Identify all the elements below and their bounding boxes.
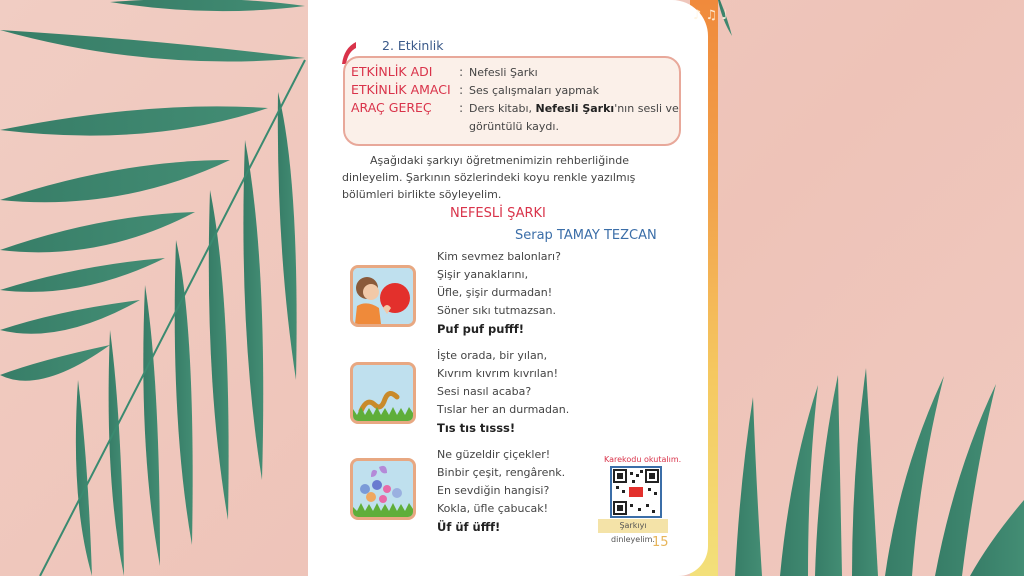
verse-1 <box>437 248 561 338</box>
info-key: ARAÇ GEREÇ <box>351 100 432 115</box>
info-key: ETKİNLİK AMACI <box>351 82 451 97</box>
verse-line: Üfle, şişir durmadan! <box>437 286 553 299</box>
verse-3 <box>437 446 565 536</box>
verse-chorus: Puf puf pufff! <box>437 322 525 336</box>
intro-text: Aşağıdaki şarkıyı öğretmenimizin rehberliğinde dinleyelim. Şarkının sözlerindeki koyu renkle yazılmış bölümleri birlikte söyleyelim. <box>342 154 636 201</box>
page-number: 15 <box>652 535 669 550</box>
activity-heading: 2. Etkinlik <box>382 38 444 53</box>
music-notes-icon: ♪ ♫ ♩ <box>693 8 728 23</box>
info-key: ETKİNLİK ADI <box>351 64 433 79</box>
verse-line: Kokla, üfle çabucak! <box>437 502 549 515</box>
qr-caption: Şarkıyı dinleyelim. <box>598 519 668 533</box>
info-row-materials-line2 <box>469 118 559 134</box>
info-row-purpose: ETKİNLİK AMACI : Ses çalışmaları yapmak <box>351 82 599 97</box>
child-balloon-picture <box>350 265 416 327</box>
song-title: NEFESLİ ŞARKI <box>450 206 546 221</box>
verse-line: Sesi nasıl acaba? <box>437 385 532 398</box>
qr-code[interactable] <box>610 466 662 518</box>
info-value: 'nın sesli ve <box>614 102 679 115</box>
flowers-butterfly-picture <box>350 458 416 520</box>
verse-line: En sevdiğin hangisi? <box>437 484 550 497</box>
intro-paragraph <box>342 152 677 203</box>
info-value-bold: Nefesli Şarkı <box>535 102 615 115</box>
verse-line: Binbir çeşit, rengârenk. <box>437 466 566 479</box>
info-value: Ders kitabı, <box>469 102 536 115</box>
info-value: Nefesli Şarkı <box>469 66 538 79</box>
activity-info-box <box>343 56 681 146</box>
info-row-name: ETKİNLİK ADI : Nefesli Şarkı <box>351 64 538 79</box>
verse-line: Kıvrım kıvrım kıvrılan! <box>437 367 558 380</box>
snake-picture <box>350 362 416 424</box>
info-row-materials: ARAÇ GEREÇ : Ders kitabı, Nefesli Şarkı'nın sesli ve <box>351 100 679 115</box>
verse-2 <box>437 347 569 437</box>
verse-line: Ne güzeldir çiçekler! <box>437 448 551 461</box>
verse-line: Söner sıkı tutmazsan. <box>437 304 556 317</box>
verse-chorus: Tıs tıs tısss! <box>437 421 516 435</box>
verse-chorus: Üf üf üfff! <box>437 520 501 534</box>
qr-label: Karekodu okutalım. <box>604 455 682 464</box>
verse-line: Tıslar her an durmadan. <box>437 403 570 416</box>
info-value: görüntülü kaydı. <box>469 120 559 133</box>
info-value: Ses çalışmaları yapmak <box>469 84 599 97</box>
verse-line: Kim sevmez balonları? <box>437 250 561 263</box>
verse-line: Şişir yanaklarını, <box>437 268 529 281</box>
song-author: Serap TAMAY TEZCAN <box>515 228 657 243</box>
verse-line: İşte orada, bir yılan, <box>437 349 548 362</box>
